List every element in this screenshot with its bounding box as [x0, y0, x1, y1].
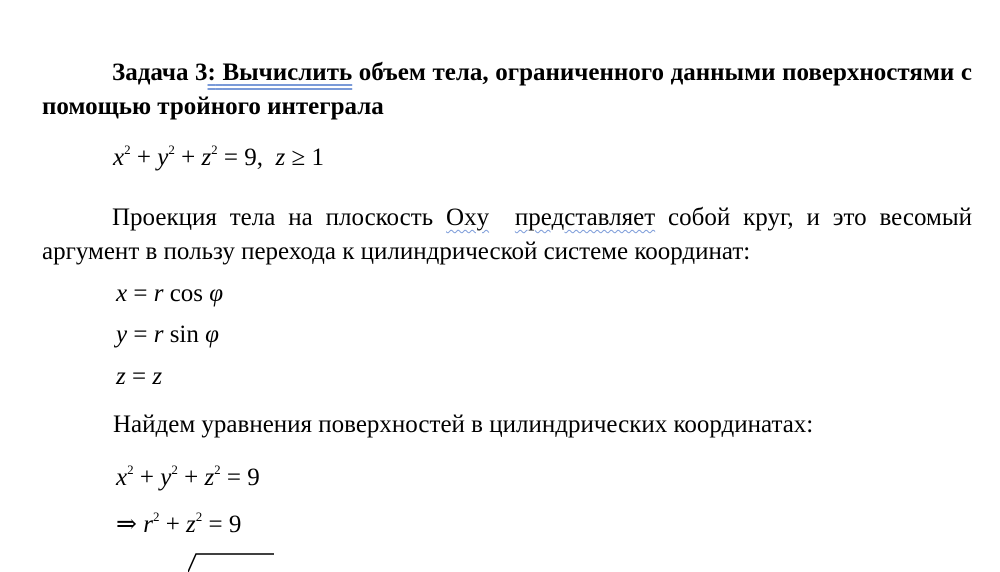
formula-x-sub: x = r cos φ [116, 280, 224, 307]
task-verb: Вычислить [222, 59, 353, 86]
formula-z-sub: z = z [116, 363, 163, 390]
cylindrical-heading: Найдем уравнения поверхностей в цилиндрических координатах: [113, 411, 814, 438]
formula-sphere: $x^2 + y^2 + z^2 = 9$, z ≥ 1 [113, 142, 324, 171]
formula-y-sub: y = r sin φ [116, 321, 219, 348]
task-number: 3 [195, 59, 208, 86]
predstavlyaet-term: представляет [514, 204, 656, 231]
task-heading [42, 56, 972, 124]
task-label: Задача [112, 59, 189, 86]
intro-start: Проекция тела на плоскость [112, 204, 434, 231]
sqrt-sign-fragment [188, 552, 274, 572]
task-colon: : Вычислить [207, 59, 353, 86]
intro-rest: собой круг, и это весомый аргумент в пользу перехода к цилиндрической системе координат: [42, 204, 973, 265]
task-rest-line1: объем тела, ограниченного данными [358, 59, 776, 86]
oxy-term: Oxy [446, 204, 490, 231]
formula-eq2: ⇒ $r^2 + z^2 = 9$ [116, 509, 242, 538]
task-line2: поверхностями с помощью тройного интеграла [42, 59, 972, 120]
intro-paragraph [42, 201, 972, 269]
formula-eq1: $x^2 + y^2 + z^2 = 9$ [116, 462, 260, 491]
